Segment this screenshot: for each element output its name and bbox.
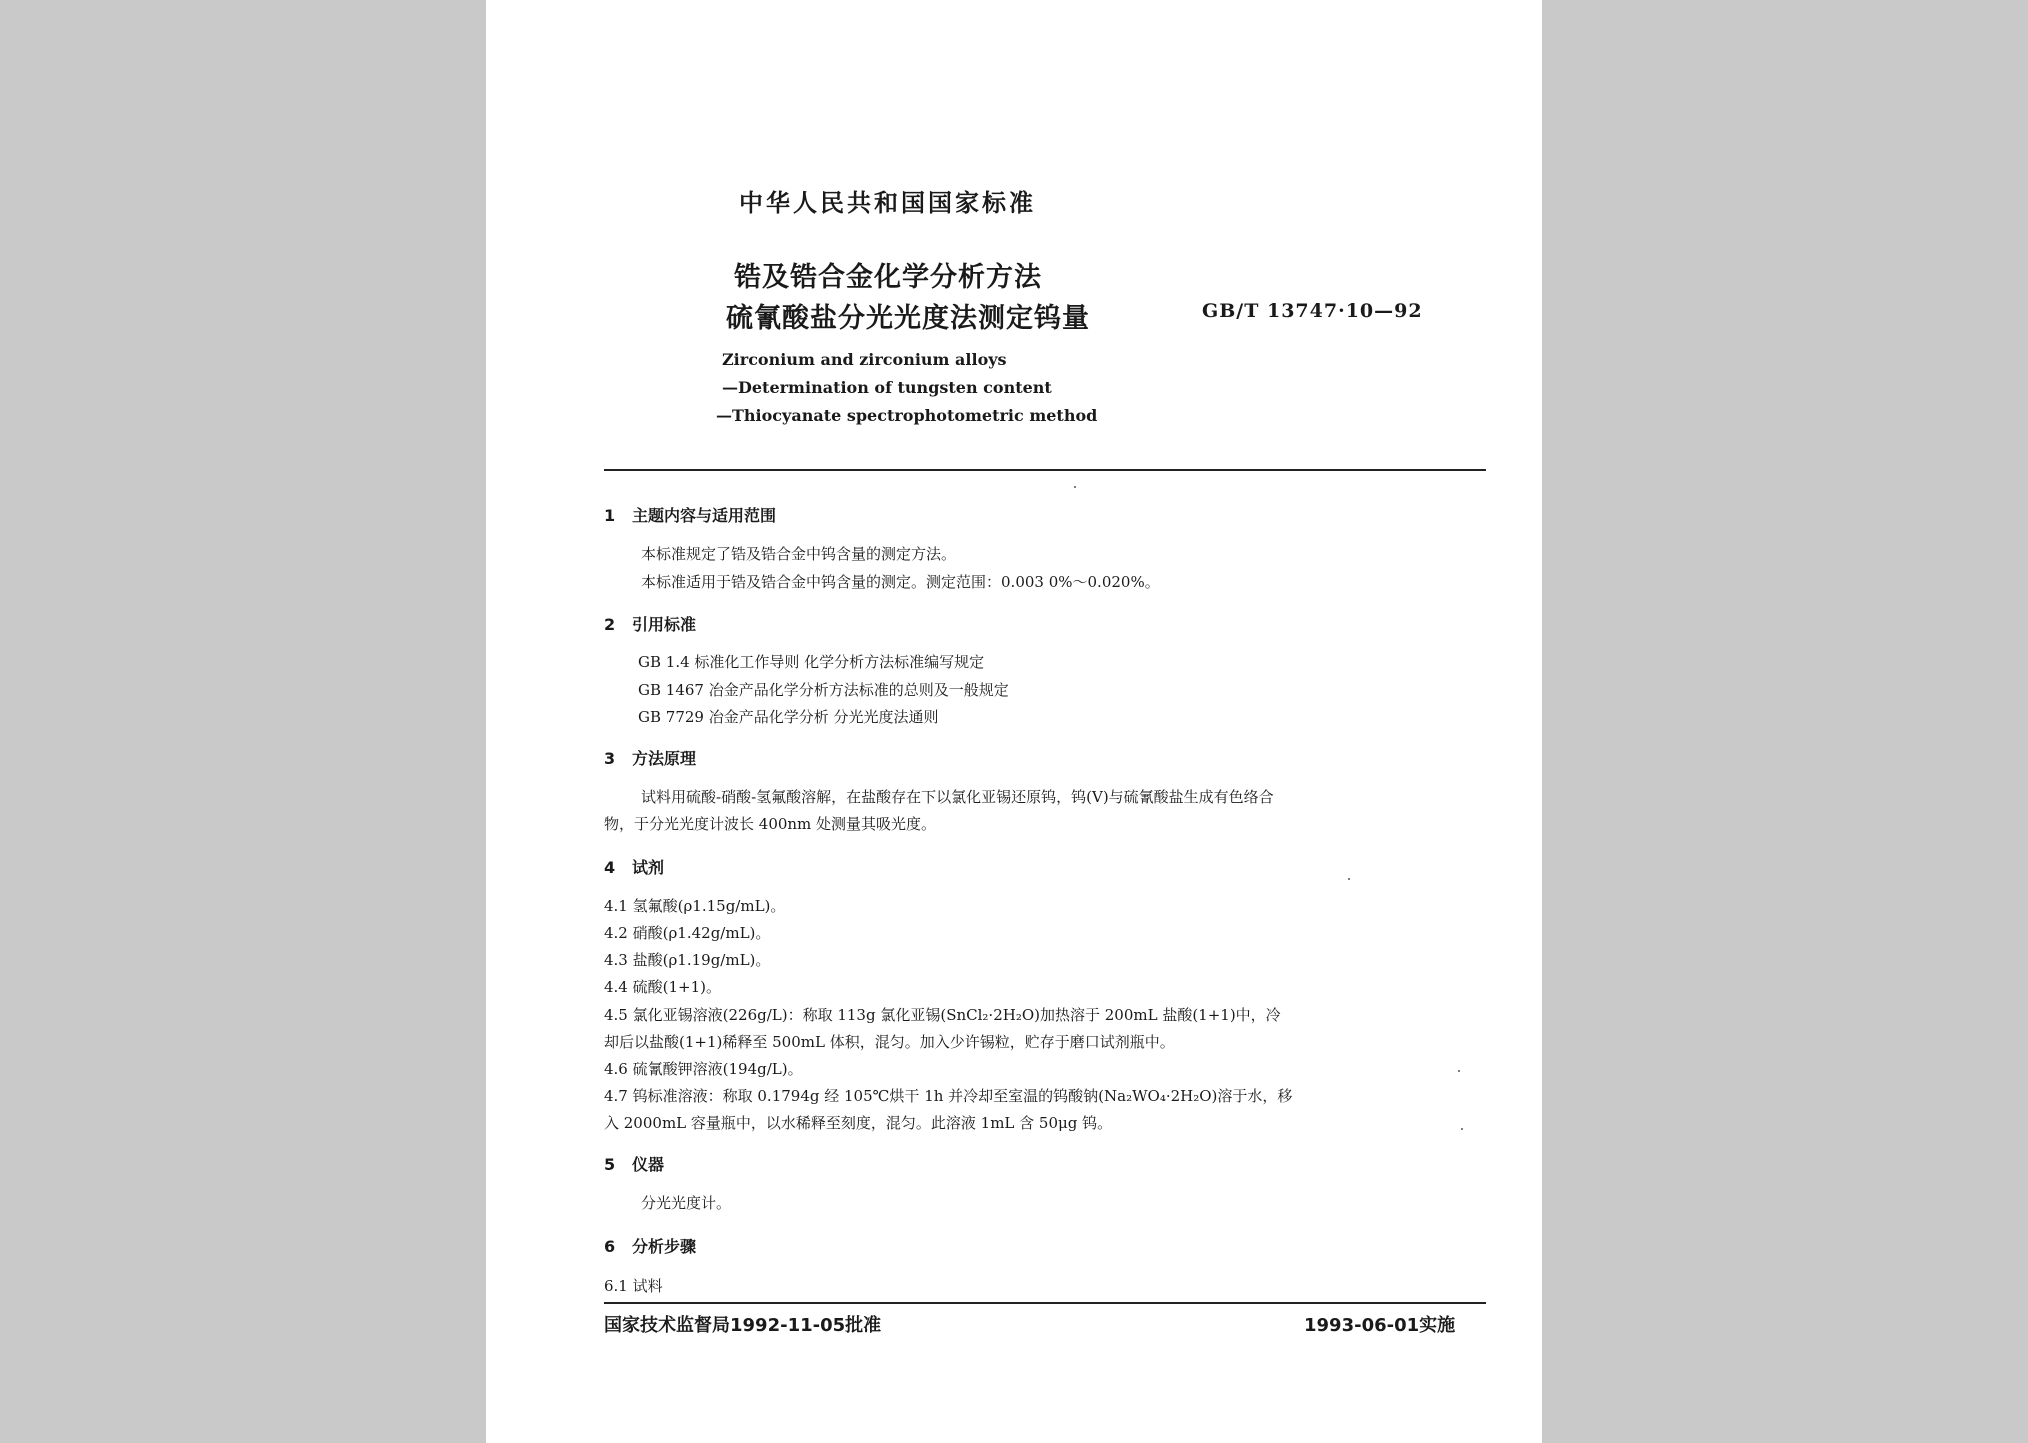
section-number: 2	[604, 615, 616, 634]
reagent-item-continued: 入 2000mL 容量瓶中，以水稀释至刻度，混匀。此溶液 1mL 含 50μg 钨。	[604, 1114, 1113, 1132]
approval-date: 国家技术监督局1992-11-05批准	[604, 1315, 882, 1336]
national-standard-heading: 中华人民共和国国家标准	[739, 189, 1036, 217]
section-title: 主题内容与适用范围	[632, 506, 777, 525]
section-number: 3	[604, 749, 616, 768]
effective-date: 1993-06-01实施	[1304, 1315, 1456, 1336]
paragraph: 本标准适用于锆及锆合金中钨含量的测定。测定范围：0.003 0%～0.020%。	[641, 573, 1160, 591]
reference-item: GB 7729 冶金产品化学分析 分光光度法通则	[638, 708, 939, 726]
paragraph: 试料用硫酸-硝酸-氢氟酸溶解，在盐酸存在下以氯化亚锡还原钨，钨(V)与硫氰酸盐生成有色络合	[641, 788, 1274, 806]
reference-item: GB 1.4 标准化工作导则 化学分析方法标准编写规定	[638, 653, 985, 671]
section-title: 分析步骤	[632, 1237, 697, 1256]
section-3-heading	[604, 746, 696, 769]
scan-speck	[1458, 1070, 1460, 1072]
section-title: 方法原理	[632, 749, 697, 768]
reagent-item: 4.6 硫氰酸钾溶液(194g/L)。	[604, 1060, 803, 1078]
scan-speck	[1461, 1128, 1463, 1130]
scan-speck	[1348, 878, 1350, 880]
top-divider	[604, 469, 1486, 471]
section-number: 4	[604, 858, 616, 877]
english-title-line-1: Zirconium and zirconium alloys	[722, 350, 1007, 369]
document-page	[486, 0, 1542, 1443]
paragraph: 物，于分光光度计波长 400nm 处测量其吸光度。	[604, 815, 937, 833]
bottom-divider	[604, 1302, 1486, 1304]
standard-code: GB/T 13747·10—92	[1202, 300, 1423, 322]
title-line-1: 锆及锆合金化学分析方法	[734, 262, 1042, 293]
english-title-line-3: —Thiocyanate spectrophotometric method	[716, 406, 1098, 425]
section-title: 试剂	[632, 858, 665, 877]
section-4-heading	[604, 855, 664, 878]
reagent-item: 4.7 钨标准溶液：称取 0.1794g 经 105℃烘干 1h 并冷却至室温的钨酸钠(Na₂WO₄·2H₂O)溶于水，移	[604, 1087, 1293, 1105]
reagent-item-continued: 却后以盐酸(1+1)稀释至 500mL 体积，混匀。加入少许锡粒，贮存于磨口试剂瓶中。	[604, 1033, 1175, 1051]
paragraph: 本标准规定了锆及锆合金中钨含量的测定方法。	[641, 545, 957, 563]
section-title: 仪器	[632, 1155, 665, 1174]
reference-item: GB 1467 冶金产品化学分析方法标准的总则及一般规定	[638, 681, 1009, 699]
scan-speck	[1074, 486, 1076, 488]
paragraph: 分光光度计。	[641, 1194, 732, 1212]
section-6-heading	[604, 1234, 696, 1257]
section-title: 引用标准	[632, 615, 697, 634]
section-5-heading	[604, 1152, 664, 1175]
subsection-heading: 6.1 试料	[604, 1277, 663, 1295]
reagent-item: 4.3 盐酸(ρ1.19g/mL)。	[604, 951, 771, 969]
section-number: 6	[604, 1237, 616, 1256]
section-number: 1	[604, 506, 616, 525]
section-number: 5	[604, 1155, 616, 1174]
section-2-heading	[604, 612, 696, 635]
reagent-item: 4.1 氢氟酸(ρ1.15g/mL)。	[604, 897, 786, 915]
section-1-heading	[604, 503, 776, 526]
english-title-line-2: —Determination of tungsten content	[722, 378, 1052, 397]
reagent-item: 4.5 氯化亚锡溶液(226g/L)：称取 113g 氯化亚锡(SnCl₂·2H₂O)加热溶于 200mL 盐酸(1+1)中，冷	[604, 1006, 1281, 1024]
title-line-2: 硫氰酸盐分光光度法测定钨量	[726, 303, 1090, 334]
reagent-item: 4.2 硝酸(ρ1.42g/mL)。	[604, 924, 771, 942]
reagent-item: 4.4 硫酸(1+1)。	[604, 978, 721, 996]
